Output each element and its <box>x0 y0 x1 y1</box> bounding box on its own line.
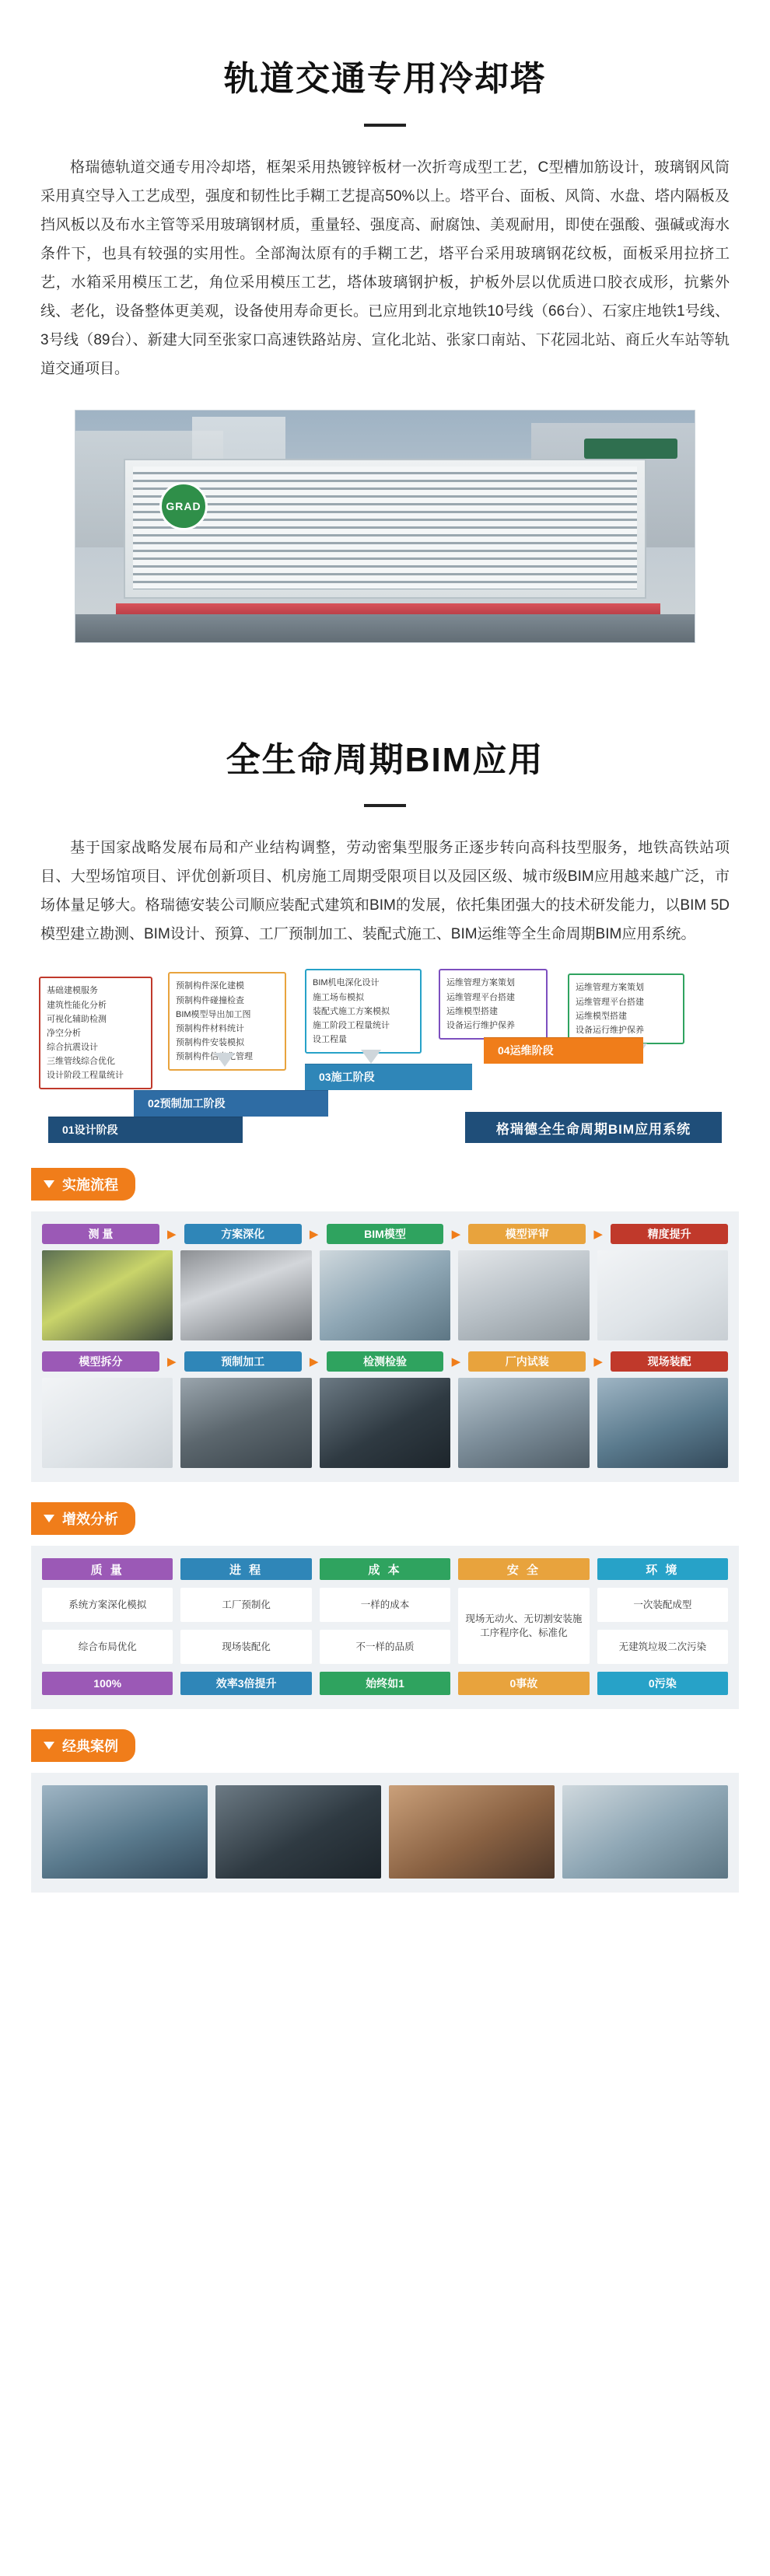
lifecycle-card-ops-a <box>439 969 548 1040</box>
lifecycle-step-construction: 03施工阶段 <box>305 1064 472 1090</box>
value-header: 安 全 <box>458 1558 589 1580</box>
value-column-progress <box>180 1558 311 1695</box>
lifecycle-card-item: 施工阶段工程量统计 <box>313 1020 390 1030</box>
photo-tower-louvers <box>133 467 637 589</box>
lifecycle-card-item: 预制构件碰撞检查 <box>176 995 244 1005</box>
lifecycle-diagram <box>31 969 739 1148</box>
case-photo <box>562 1785 728 1879</box>
lifecycle-card-item: 装配式施工方案模拟 <box>313 1006 390 1016</box>
process-photo <box>180 1250 311 1340</box>
process-photo <box>180 1378 311 1468</box>
lifecycle-card-item: 建筑性能化分析 <box>47 1000 107 1010</box>
triangle-icon <box>44 1180 54 1188</box>
process-step-model-split: 模型拆分 <box>42 1351 159 1372</box>
value-footer: 100% <box>42 1672 173 1695</box>
value-column-safety <box>458 1558 589 1695</box>
section-flag-cases <box>31 1729 135 1762</box>
value-table <box>42 1558 728 1695</box>
value-cell: 综合布局优化 <box>42 1630 173 1664</box>
value-panel <box>31 1546 739 1709</box>
value-header: 质 量 <box>42 1558 173 1580</box>
process-images-row-2 <box>42 1378 728 1468</box>
value-footer: 0事故 <box>458 1672 589 1695</box>
triangle-icon <box>44 1515 54 1522</box>
lifecycle-stair <box>48 1040 722 1143</box>
process-step-accuracy: 精度提升 <box>611 1224 728 1244</box>
value-cell: 系统方案深化模拟 <box>42 1588 173 1622</box>
page-title-cooling-tower: 轨道交通专用冷却塔 <box>224 60 546 99</box>
lifecycle-system-banner: 格瑞德全生命周期BIM应用系统 <box>465 1112 722 1143</box>
process-step-site-assembly: 现场装配 <box>611 1351 728 1372</box>
lifecycle-card-item: 可视化辅助检测 <box>47 1014 107 1024</box>
lifecycle-card-ops-b <box>568 973 684 1044</box>
photo-station-sign <box>584 439 677 459</box>
process-images-row-1 <box>42 1250 728 1340</box>
section-flag-label: 增效分析 <box>62 1512 118 1528</box>
chevron-right-icon: ▶ <box>451 1228 461 1242</box>
lifecycle-card-item: 设备运行维护保养 <box>576 1025 644 1035</box>
value-column-environment <box>597 1558 728 1695</box>
process-header-row-1 <box>42 1224 728 1244</box>
chevron-right-icon: ▶ <box>593 1228 603 1242</box>
process-photo <box>597 1250 728 1340</box>
lifecycle-card-item: 预制构件信息化管理 <box>176 1052 253 1062</box>
lifecycle-card-item: 运维管理平台搭建 <box>446 992 515 1002</box>
process-step-model-review: 模型评审 <box>468 1224 586 1244</box>
process-panel <box>31 1211 739 1482</box>
cases-panel <box>31 1773 739 1893</box>
lifecycle-card-item: 预制构件材料统计 <box>176 1023 244 1033</box>
chevron-right-icon: ▶ <box>309 1228 319 1242</box>
lifecycle-card-item: 施工场布模拟 <box>313 992 364 1002</box>
value-cell: 一次装配成型 <box>597 1588 728 1622</box>
case-photo <box>42 1785 208 1879</box>
section-flag-label: 实施流程 <box>62 1177 118 1194</box>
process-photo <box>320 1250 450 1340</box>
chevron-right-icon: ▶ <box>309 1355 319 1369</box>
value-cell: 现场装配化 <box>180 1630 311 1664</box>
process-photo <box>597 1378 728 1468</box>
section-flag-value <box>31 1502 135 1535</box>
lifecycle-card-item: 运维模型搭建 <box>576 1011 627 1021</box>
triangle-icon <box>44 1742 54 1749</box>
process-step-prefab: 预制加工 <box>184 1351 302 1372</box>
value-cell: 一样的成本 <box>320 1588 450 1622</box>
process-header-row-2 <box>42 1351 728 1372</box>
lifecycle-card-item: 净空分析 <box>47 1028 81 1038</box>
chevron-right-icon: ▶ <box>593 1355 603 1369</box>
process-photo <box>42 1250 173 1340</box>
value-cell: 无建筑垃圾二次污染 <box>597 1630 728 1664</box>
value-column-quality <box>42 1558 173 1695</box>
lifecycle-card-item: 预制构件安装模拟 <box>176 1038 244 1047</box>
lifecycle-card-item: 运维模型搭建 <box>446 1006 498 1016</box>
chevron-right-icon: ▶ <box>167 1355 177 1369</box>
cases-gallery <box>42 1785 728 1879</box>
cooling-tower-paragraph: 格瑞德轨道交通专用冷却塔，框架采用热镀锌板材一次折弯成型工艺，C型槽加筋设计，玻璃钢风筒采用真空导入工艺成型，强度和韧性比手糊工艺提高50%以上。塔平台、面板、风筒、水盘、塔内隔板及挡风板以及布水主管等采用玻璃钢材质，重量轻、强度高、耐腐蚀、美观耐用，即使在强酸、强碱或海水条件下，也具有较强的实用性。全部淘汰原有的手糊工艺，塔平台采用玻璃钢花纹板，面板采用拉挤工艺，水箱采用模压工艺，角位采用模压工艺，塔体玻璃钢护板，护板外层以优质进口胶衣成形，抗紫外线、老化，设备整体更美观，设备使用寿命更长。已应用到北京地铁10号线（66台）、石家庄地铁1号线、3号线（89台）、新建大同至张家口高速铁路站房、宣化北站、张家口南站、下花园北站、商丘火车站等轨道交通项目。 <box>40 159 730 378</box>
value-column-cost <box>320 1558 450 1695</box>
value-footer: 始终如1 <box>320 1672 450 1695</box>
page-title-bim: 全生命周期BIM应用 <box>226 740 544 779</box>
grad-logo-icon: GRAD <box>159 482 208 530</box>
title-divider-bim <box>364 804 406 807</box>
process-step-bim-model: BIM模型 <box>327 1224 444 1244</box>
lifecycle-card-item: 设备运行维护保养 <box>446 1020 515 1030</box>
bim-paragraph: 基于国家战略发展布局和产业结构调整，劳动密集型服务正逐步转向高科技型服务，地铁高铁站项目、大型场馆项目、评优创新项目、机房施工周期受限项目以及园区级、城市级BIM应用越来越广泛，市场体量足够大。格瑞德安装公司顺应装配式建筑和BIM的发展，依托集团强大的技术研发能力，以BIM 5D模型建立勘测、BIM设计、预算、工厂预制加工、装配式施工、BIM运维等全生命周期BIM应用系统。 <box>40 840 730 943</box>
lifecycle-card-item: 基础建模服务 <box>47 986 98 996</box>
value-cell: 不一样的品质 <box>320 1630 450 1664</box>
lifecycle-card-item: 设计阶段工程量统计 <box>47 1071 124 1081</box>
value-header: 进 程 <box>180 1558 311 1580</box>
photo-ground <box>75 614 695 642</box>
process-step-scheme: 方案深化 <box>184 1224 302 1244</box>
title-divider <box>364 124 406 127</box>
value-header: 成 本 <box>320 1558 450 1580</box>
lifecycle-card-item: 运维管理方案策划 <box>446 978 515 988</box>
lifecycle-card-item: 三维管线综合优化 <box>47 1057 115 1067</box>
lifecycle-card-item: 运维管理方案策划 <box>576 983 644 993</box>
lifecycle-step-operation: 04运维阶段 <box>484 1037 643 1064</box>
process-photo <box>458 1378 589 1468</box>
value-cell: 工厂预制化 <box>180 1588 311 1622</box>
lifecycle-card-item: 运维管理平台搭建 <box>576 997 644 1007</box>
process-step-factory-trial: 厂内试装 <box>468 1351 586 1372</box>
process-photo <box>458 1250 589 1340</box>
chevron-right-icon: ▶ <box>167 1228 177 1242</box>
lifecycle-card-item: 预制构件深化建模 <box>176 981 244 991</box>
process-step-measure: 测 量 <box>42 1224 159 1244</box>
lifecycle-step-prefab: 02预制加工阶段 <box>134 1090 328 1117</box>
lifecycle-card-item: 综合抗震设计 <box>47 1043 98 1052</box>
case-photo <box>215 1785 381 1879</box>
value-footer: 0污染 <box>597 1672 728 1695</box>
photo-cooling-tower-body <box>124 459 646 599</box>
value-header: 环 境 <box>597 1558 728 1580</box>
section-flag-process <box>31 1168 135 1201</box>
process-photo <box>320 1378 450 1468</box>
chevron-right-icon: ▶ <box>451 1355 461 1369</box>
lifecycle-card-item: BIM模型导出加工图 <box>176 1009 251 1019</box>
value-cell: 现场无动火、无切割安装施工序程序化、标准化 <box>458 1588 589 1664</box>
process-step-inspection: 检测检验 <box>327 1351 444 1372</box>
lifecycle-card-item: 设工程量 <box>313 1035 347 1044</box>
section-flag-label: 经典案例 <box>62 1739 118 1755</box>
process-photo <box>42 1378 173 1468</box>
value-footer: 效率3倍提升 <box>180 1672 311 1695</box>
lifecycle-step-design: 01设计阶段 <box>48 1117 243 1143</box>
case-photo <box>389 1785 555 1879</box>
lifecycle-card-item: BIM机电深化设计 <box>313 978 380 988</box>
cooling-tower-photo <box>75 410 695 643</box>
